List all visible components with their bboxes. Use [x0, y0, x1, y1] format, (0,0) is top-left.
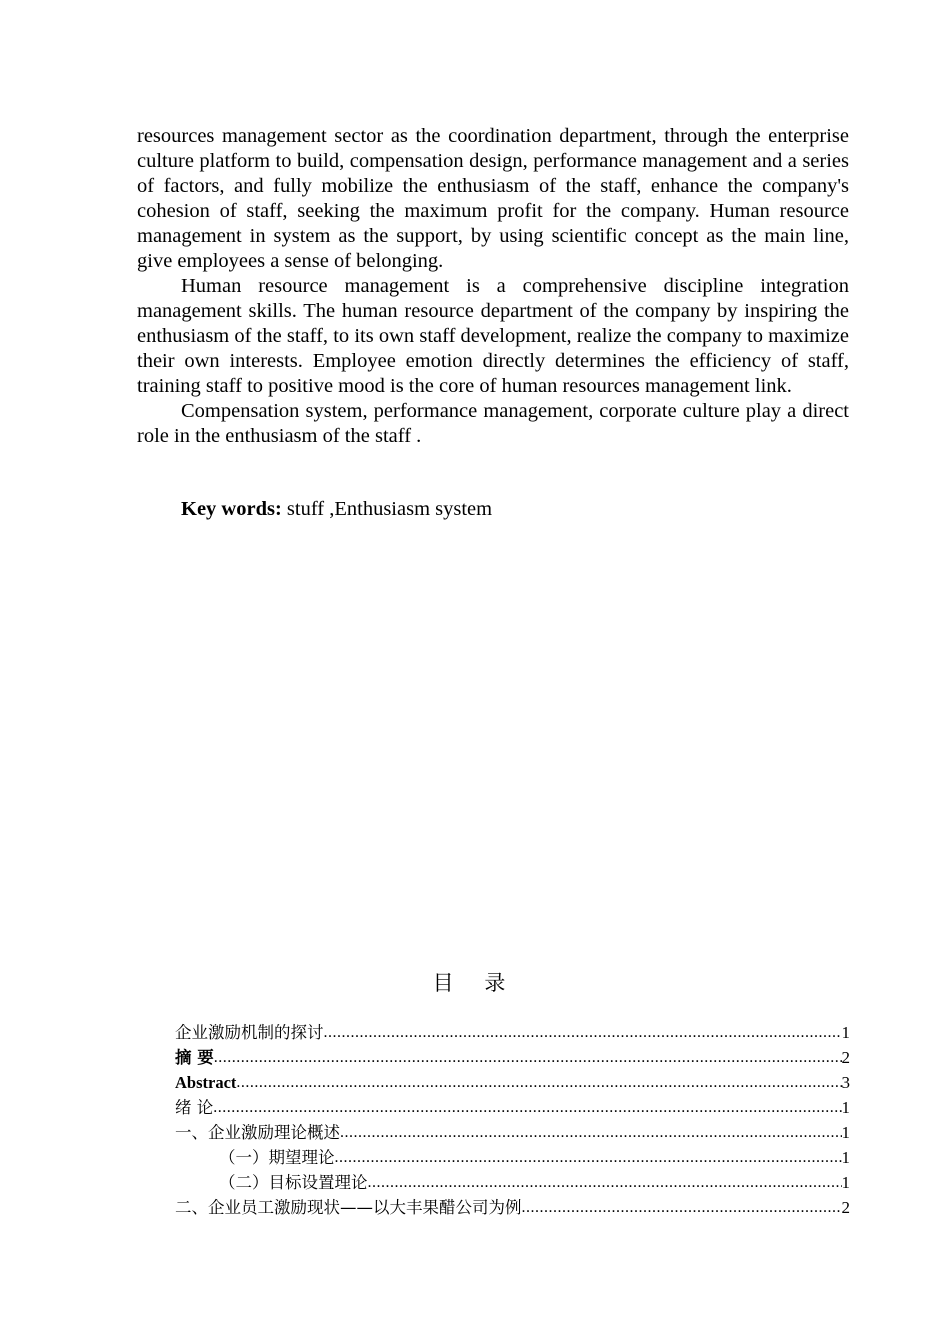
toc-entry[interactable]: [175, 1170, 850, 1195]
toc-entry-page: 2: [841, 1198, 850, 1217]
toc-leader-dots: [214, 1045, 842, 1070]
toc-entry[interactable]: [175, 1070, 850, 1095]
toc-title: 目 录: [432, 971, 518, 995]
abstract-body: [137, 124, 849, 449]
toc-entry[interactable]: [175, 1020, 850, 1045]
toc-entry-text: 企业激励机制的探讨: [175, 1023, 324, 1042]
abstract-paragraph: resources management sector as the coordination department, through the enterprise culture platform to build, compensation design, performance management and a series of factors, and fully mobilize the enthusiasm of the staff, enhance the company's cohesion of staff, seeking the maximum profit for the company. Human resource management in system as the support, by using scientific concept as the main line, give employees a sense of belonging.: [137, 125, 849, 272]
toc-entry-page: 2: [841, 1048, 850, 1067]
toc-entry-text: （二）目标设置理论: [219, 1173, 368, 1192]
table-of-contents: [175, 1020, 850, 1220]
toc-entry-page: 1: [841, 1173, 850, 1192]
toc-entry-text: 绪 论: [175, 1098, 214, 1117]
toc-leader-dots: [368, 1170, 842, 1195]
toc-entry-page: 1: [841, 1098, 850, 1117]
toc-leader-dots: [522, 1195, 842, 1220]
toc-entry-text: Abstract: [175, 1073, 237, 1092]
abstract-paragraph: Compensation system, performance management, corporate culture play a direct role in the enthusiasm of the staff .: [137, 400, 849, 447]
toc-leader-dots: [324, 1020, 842, 1045]
toc-entry[interactable]: [175, 1120, 850, 1145]
toc-entry-text: 摘 要: [175, 1048, 214, 1067]
keywords-label: Key words:: [181, 498, 282, 520]
toc-leader-dots: [340, 1120, 842, 1145]
toc-entry-text: 一、企业激励理论概述: [175, 1123, 340, 1142]
toc-entry-page: 3: [841, 1073, 850, 1092]
keywords-value: stuff ,Enthusiasm system: [281, 498, 493, 520]
toc-entry-page: 1: [841, 1148, 850, 1167]
keywords-line: [181, 497, 492, 522]
toc-entry[interactable]: [175, 1045, 850, 1070]
toc-leader-dots: [335, 1145, 842, 1170]
abstract-paragraph: Human resource management is a comprehensive discipline integration management skills. The human resource department of the company by inspiring the enthusiasm of the staff, to its own staff development, realize the company to maximize their own interests. Employee emotion directly determines the efficiency of staff, training staff to positive mood is the core of human resources management link.: [137, 275, 849, 397]
toc-entry-text: （一）期望理论: [219, 1148, 335, 1167]
toc-entry[interactable]: [175, 1145, 850, 1170]
toc-entry-text: 二、企业员工激励现状——以大丰果醋公司为例: [175, 1198, 522, 1217]
toc-entry-page: 1: [841, 1123, 850, 1142]
toc-entry[interactable]: [175, 1095, 850, 1120]
toc-entry-page: 1: [841, 1023, 850, 1042]
toc-entry[interactable]: [175, 1195, 850, 1220]
toc-leader-dots: [236, 1070, 841, 1095]
toc-leader-dots: [213, 1095, 841, 1120]
